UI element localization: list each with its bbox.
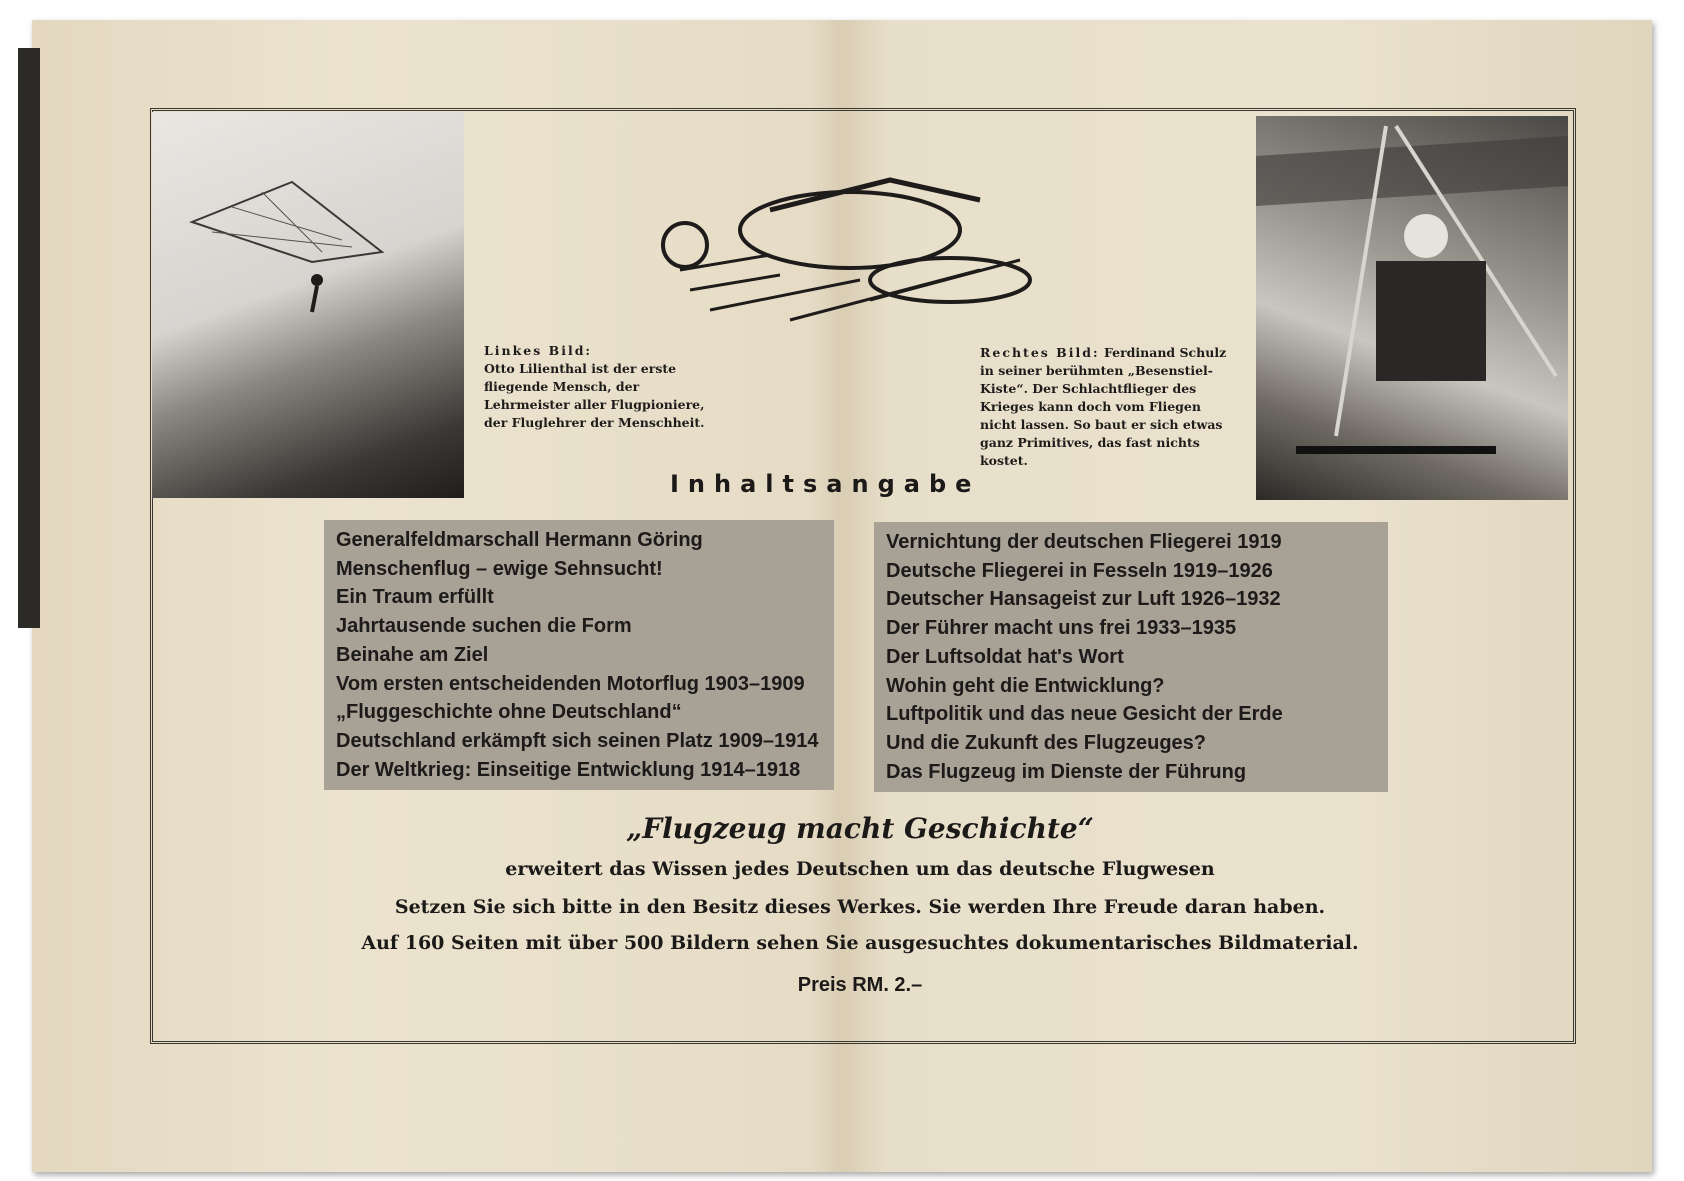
toc-item: Beinahe am Ziel	[336, 643, 489, 666]
schulz-photo	[1256, 116, 1568, 500]
sheet-shadow-edge	[18, 48, 40, 628]
toc-item: „Fluggeschichte ohne Deutschland“	[336, 701, 682, 724]
toc-item: Luftpolitik und das neue Gesicht der Erde	[886, 703, 1283, 726]
toc-title: Inhaltsangabe	[670, 470, 981, 498]
toc-item: Und die Zukunft des Flugzeuges?	[886, 731, 1206, 754]
caption-right	[980, 344, 1240, 470]
promo-line-1: erweitert das Wissen jedes Deutschen um das deutsche Flugwesen	[505, 858, 1215, 880]
toc-item: Der Weltkrieg: Einseitige Entwicklung 1914–1918	[336, 758, 801, 781]
toc-item: Das Flugzeug im Dienste der Führung	[886, 760, 1247, 783]
caption-left-heading: Linkes Bild:	[484, 343, 593, 358]
toc-item: Jahrtausende suchen die Form	[336, 615, 632, 638]
glider-icon	[152, 112, 464, 498]
promo-line-3: Auf 160 Seiten mit über 500 Bildern sehen Sie ausgesuchtes dokumentarisches Bildmaterial.	[361, 932, 1359, 954]
airplane-sketch	[650, 160, 1080, 340]
caption-left-text: Otto Lilienthal ist der erste fliegende Mensch, der Lehrmeister aller Flugpioniere, der Fluglehrer der Menschheit.	[484, 361, 705, 430]
toc-item: Vernichtung der deutschen Fliegerei 1919	[886, 531, 1282, 553]
price: Preis RM. 2.–	[797, 974, 923, 996]
toc-list-left	[324, 520, 834, 790]
caption-left	[484, 342, 716, 432]
toc-item: Deutschland erkämpft sich seinen Platz 1909–1914	[336, 729, 819, 752]
caption-right-text: Ferdinand Schulz in seiner berühmten „Besenstiel-Kiste“. Der Schlachtflieger des Krieges kann doch vom Fliegen nicht lassen. So baut er sich etwas ganz Primitives, das fast nichts kostet.	[980, 345, 1227, 468]
toc-item: Der Führer macht uns frei 1933–1935	[886, 617, 1237, 640]
toc-item: Wohin geht die Entwicklung?	[886, 674, 1165, 697]
toc-item: Deutsche Fliegerei in Fesseln 1919–1926	[886, 559, 1273, 582]
toc-item: Vom ersten entscheidenden Motorflug 1903–1909	[336, 672, 805, 695]
toc-list-right	[874, 522, 1388, 792]
toc-item: Menschenflug – ewige Sehnsucht!	[336, 557, 663, 580]
book-title: „Flugzeug macht Geschichte“	[626, 812, 1094, 845]
lilienthal-photo	[152, 112, 464, 498]
caption-right-heading: Rechtes Bild:	[980, 345, 1100, 360]
toc-item: Der Luftsoldat hat's Wort	[886, 645, 1124, 668]
toc-item: Generalfeldmarschall Hermann Göring	[336, 529, 703, 551]
toc-item: Ein Traum erfüllt	[336, 586, 494, 609]
hang-glider-icon	[1256, 116, 1568, 500]
promo-line-2: Setzen Sie sich bitte in den Besitz dieses Werkes. Sie werden Ihre Freude daran haben.	[394, 896, 1326, 918]
toc-item: Deutscher Hansageist zur Luft 1926–1932	[886, 588, 1281, 611]
